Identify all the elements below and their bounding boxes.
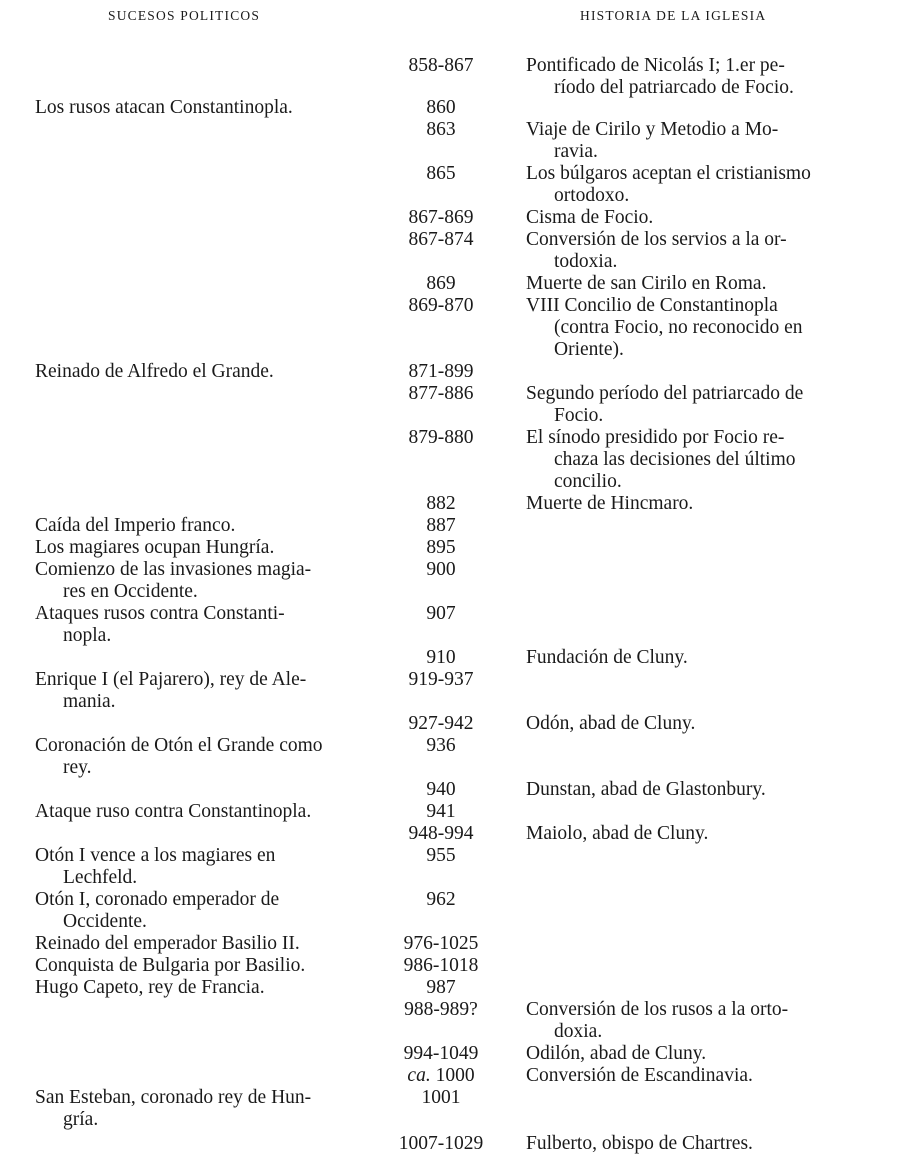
event-text-line: chaza las decisiones del último bbox=[554, 449, 796, 470]
event-text-line: gría. bbox=[63, 1109, 99, 1130]
entry-date: 869-870 bbox=[408, 295, 474, 316]
entry-date: 987 bbox=[426, 977, 456, 998]
entry-date: 976-1025 bbox=[403, 933, 479, 954]
church-event bbox=[526, 713, 846, 735]
event-text-line: res en Occidente. bbox=[63, 581, 198, 602]
event-text-line: Los rusos atacan Constantinopla. bbox=[35, 97, 293, 118]
event-text-line: Enrique I (el Pajarero), rey de Ale- bbox=[35, 669, 307, 690]
church-event bbox=[526, 295, 846, 361]
event-text-line: Conversión de Escandinavia. bbox=[526, 1065, 753, 1086]
event-text-line: Fulberto, obispo de Chartres. bbox=[526, 1133, 753, 1154]
event-text-line: ravia. bbox=[554, 141, 598, 162]
event-text-line: doxia. bbox=[554, 1021, 603, 1042]
entry-date: 986-1018 bbox=[403, 955, 479, 976]
entry-date: 877-886 bbox=[408, 383, 474, 404]
event-text-line: Reinado de Alfredo el Grande. bbox=[35, 361, 274, 382]
event-text-line: Oriente). bbox=[554, 339, 624, 360]
event-text-line: Viaje de Cirilo y Metodio a Mo- bbox=[526, 119, 779, 140]
political-event bbox=[35, 933, 359, 955]
event-text-line: ortodoxo. bbox=[554, 185, 630, 206]
event-text-line: Muerte de san Cirilo en Roma. bbox=[526, 273, 767, 294]
political-event bbox=[35, 801, 359, 823]
event-text-line: Focio. bbox=[554, 405, 604, 426]
circa-abbrev: ca. bbox=[407, 1065, 431, 1086]
church-event bbox=[526, 647, 846, 669]
entry-date: 948-994 bbox=[408, 823, 474, 844]
event-text-line: Reinado del emperador Basilio II. bbox=[35, 933, 300, 954]
event-text-line: Muerte de Hincmaro. bbox=[526, 493, 694, 514]
event-text-line: San Esteban, coronado rey de Hun- bbox=[35, 1087, 312, 1108]
event-text-line: Hugo Capeto, rey de Francia. bbox=[35, 977, 265, 998]
political-event bbox=[35, 955, 359, 977]
church-event bbox=[526, 383, 846, 427]
entry-date: 895 bbox=[426, 537, 456, 558]
church-event bbox=[526, 1043, 846, 1065]
entry-date: 863 bbox=[426, 119, 456, 140]
political-event bbox=[35, 97, 359, 119]
political-event bbox=[35, 559, 359, 603]
entry-date: 988-989? bbox=[404, 999, 478, 1020]
entry-date: 867-869 bbox=[408, 207, 474, 228]
church-event bbox=[526, 779, 846, 801]
event-text-line: Dunstan, abad de Glastonbury. bbox=[526, 779, 766, 800]
entry-date: 1001 bbox=[421, 1087, 461, 1108]
entry-date: 867-874 bbox=[408, 229, 474, 250]
political-event bbox=[35, 889, 359, 933]
entry-date: 940 bbox=[426, 779, 456, 800]
entry-date: 936 bbox=[426, 735, 456, 756]
event-text-line: Occidente. bbox=[63, 911, 147, 932]
entry-date: 927-942 bbox=[408, 713, 474, 734]
entry-date: 907 bbox=[426, 603, 456, 624]
political-event bbox=[35, 515, 359, 537]
church-event bbox=[526, 427, 846, 493]
entry-date: ca. 1000 bbox=[407, 1065, 475, 1086]
event-text-line: Ataques rusos contra Constanti- bbox=[35, 603, 285, 624]
entry-date: 941 bbox=[426, 801, 456, 822]
event-text-line: VIII Concilio de Constantinopla bbox=[526, 295, 778, 316]
entry-date: 858-867 bbox=[408, 55, 474, 76]
event-text-line: Caída del Imperio franco. bbox=[35, 515, 236, 536]
church-event bbox=[526, 493, 846, 515]
header-political-events: SUCESOS POLITICOS bbox=[108, 8, 261, 23]
political-event bbox=[35, 735, 359, 779]
event-text-line: Lechfeld. bbox=[63, 867, 138, 888]
event-text-line: El sínodo presidido por Focio re- bbox=[526, 427, 785, 448]
event-text-line: Otón I vence a los magiares en bbox=[35, 845, 276, 866]
entry-date: 869 bbox=[426, 273, 456, 294]
political-event bbox=[35, 1087, 359, 1131]
entry-date: 871-899 bbox=[408, 361, 474, 382]
entry-date: 887 bbox=[426, 515, 456, 536]
event-text-line: Conquista de Bulgaria por Basilio. bbox=[35, 955, 306, 976]
church-event bbox=[526, 163, 846, 207]
event-text-line: Otón I, coronado emperador de bbox=[35, 889, 280, 910]
event-text-line: Odilón, abad de Cluny. bbox=[526, 1043, 707, 1064]
event-text-line: (contra Focio, no reconocido en bbox=[554, 317, 803, 338]
event-text-line: Pontificado de Nicolás I; 1.er pe- bbox=[526, 55, 785, 76]
entry-date: 882 bbox=[426, 493, 456, 514]
event-text-line: mania. bbox=[63, 691, 116, 712]
event-text-line: Comienzo de las invasiones magia- bbox=[35, 559, 312, 580]
entry-date: 919-937 bbox=[408, 669, 474, 690]
political-event bbox=[35, 537, 359, 559]
entry-date: 955 bbox=[426, 845, 456, 866]
entry-date: 1007-1029 bbox=[398, 1133, 484, 1154]
political-event bbox=[35, 361, 359, 383]
event-text-line: nopla. bbox=[63, 625, 112, 646]
church-event bbox=[526, 207, 846, 229]
event-text-line: Ataque ruso contra Constantinopla. bbox=[35, 801, 312, 822]
political-event bbox=[35, 669, 359, 713]
event-text-line: Los magiares ocupan Hungría. bbox=[35, 537, 275, 558]
political-event bbox=[35, 845, 359, 889]
entry-date: 879-880 bbox=[408, 427, 474, 448]
event-text-line: Conversión de los servios a la or- bbox=[526, 229, 787, 250]
entry-date: 865 bbox=[426, 163, 456, 184]
entry-date: 910 bbox=[426, 647, 456, 668]
event-text-line: Coronación de Otón el Grande como bbox=[35, 735, 323, 756]
event-text-line: ríodo del patriarcado de Focio. bbox=[554, 77, 794, 98]
political-event bbox=[35, 603, 359, 647]
church-event bbox=[526, 823, 846, 845]
event-text-line: Maiolo, abad de Cluny. bbox=[526, 823, 709, 844]
event-text-line: Cisma de Focio. bbox=[526, 207, 654, 228]
event-text-line: Segundo período del patriarcado de bbox=[526, 383, 804, 404]
church-event bbox=[526, 999, 846, 1043]
event-text-line: rey. bbox=[63, 757, 92, 778]
entry-date: 994-1049 bbox=[403, 1043, 479, 1064]
church-event bbox=[526, 1065, 846, 1087]
event-text-line: concilio. bbox=[554, 471, 622, 492]
church-event bbox=[526, 273, 846, 295]
church-event bbox=[526, 119, 846, 163]
event-text-line: Los búlgaros aceptan el cristianismo bbox=[526, 163, 811, 184]
event-text-line: Conversión de los rusos a la orto- bbox=[526, 999, 789, 1020]
church-event bbox=[526, 229, 846, 273]
entry-date: 900 bbox=[426, 559, 456, 580]
event-text-line: Fundación de Cluny. bbox=[526, 647, 688, 668]
church-event bbox=[526, 55, 846, 99]
event-text-line: Odón, abad de Cluny. bbox=[526, 713, 696, 734]
entry-date: 860 bbox=[426, 97, 456, 118]
event-text-line: todoxia. bbox=[554, 251, 618, 272]
entry-date: 962 bbox=[426, 889, 456, 910]
header-church-history: HISTORIA DE LA IGLESIA bbox=[580, 8, 767, 23]
church-event bbox=[526, 1133, 846, 1155]
political-event bbox=[35, 977, 359, 999]
